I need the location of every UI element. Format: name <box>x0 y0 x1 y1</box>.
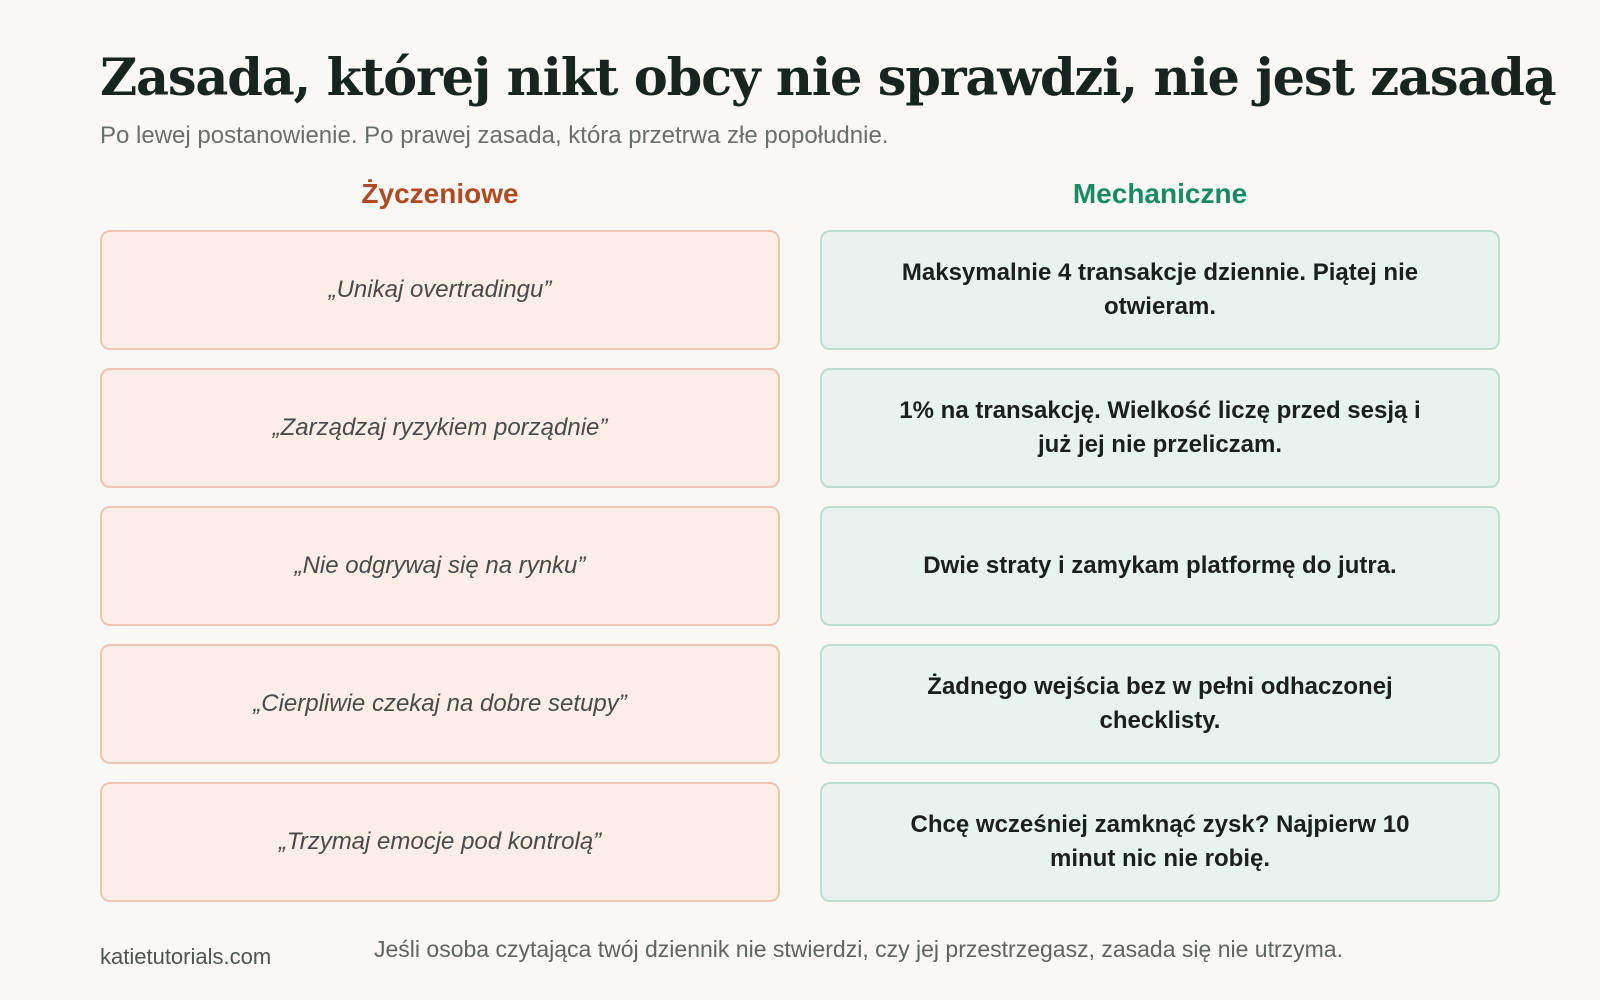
wishful-column-header: Życzeniowe <box>361 178 519 209</box>
wishful-text: „Cierpliwie czekaj na dobre setupy” <box>253 690 627 717</box>
mechanical-text: Maksymalnie 4 transakcje dziennie. Piątej nie otwieram. <box>901 259 1419 320</box>
wishful-card-4 <box>100 644 780 764</box>
mechanical-text: Żadnego wejścia bez w pełni odhaczonej checklisty. <box>927 673 1393 734</box>
footer-site-name: katietutorials.com <box>100 944 272 969</box>
wishful-card-3 <box>100 506 780 626</box>
mechanical-text: 1% na transakcję. Wielkość liczę przed sesją i już jej nie przeliczam. <box>899 397 1421 458</box>
mechanical-text: Chcę wcześniej zamknąć zysk? Najpierw 10 minut nic nie robię. <box>910 811 1410 872</box>
wishful-card-2 <box>100 368 780 488</box>
wishful-text: „Unikaj overtradingu” <box>328 276 552 303</box>
mechanical-card-5 <box>820 782 1500 902</box>
mechanical-card-2 <box>820 368 1500 488</box>
mechanical-card-4 <box>820 644 1500 764</box>
wishful-text: „Zarządzaj ryzykiem porządnie” <box>272 414 608 441</box>
wishful-card-5 <box>100 782 780 902</box>
wishful-card-1 <box>100 230 780 350</box>
page-title: Zasada, której nikt obcy nie sprawdzi, nie jest zasadą <box>100 48 1556 108</box>
mechanical-text: Dwie straty i zamykam platformę do jutra. <box>923 552 1397 579</box>
mechanical-column-header: Mechaniczne <box>1072 178 1248 209</box>
wishful-text: „Nie odgrywaj się na rynku” <box>294 552 586 579</box>
wishful-text: „Trzymaj emocje pod kontrolą” <box>278 828 602 855</box>
page-subtitle: Po lewej postanowienie. Po prawej zasada, która przetrwa złe popołudnie. <box>100 122 889 149</box>
mechanical-card-1 <box>820 230 1500 350</box>
footer-note: Jeśli osoba czytająca twój dziennik nie stwierdzi, czy jej przestrzegasz, zasada się nie utrzyma. <box>374 936 1343 962</box>
mechanical-card-3 <box>820 506 1500 626</box>
